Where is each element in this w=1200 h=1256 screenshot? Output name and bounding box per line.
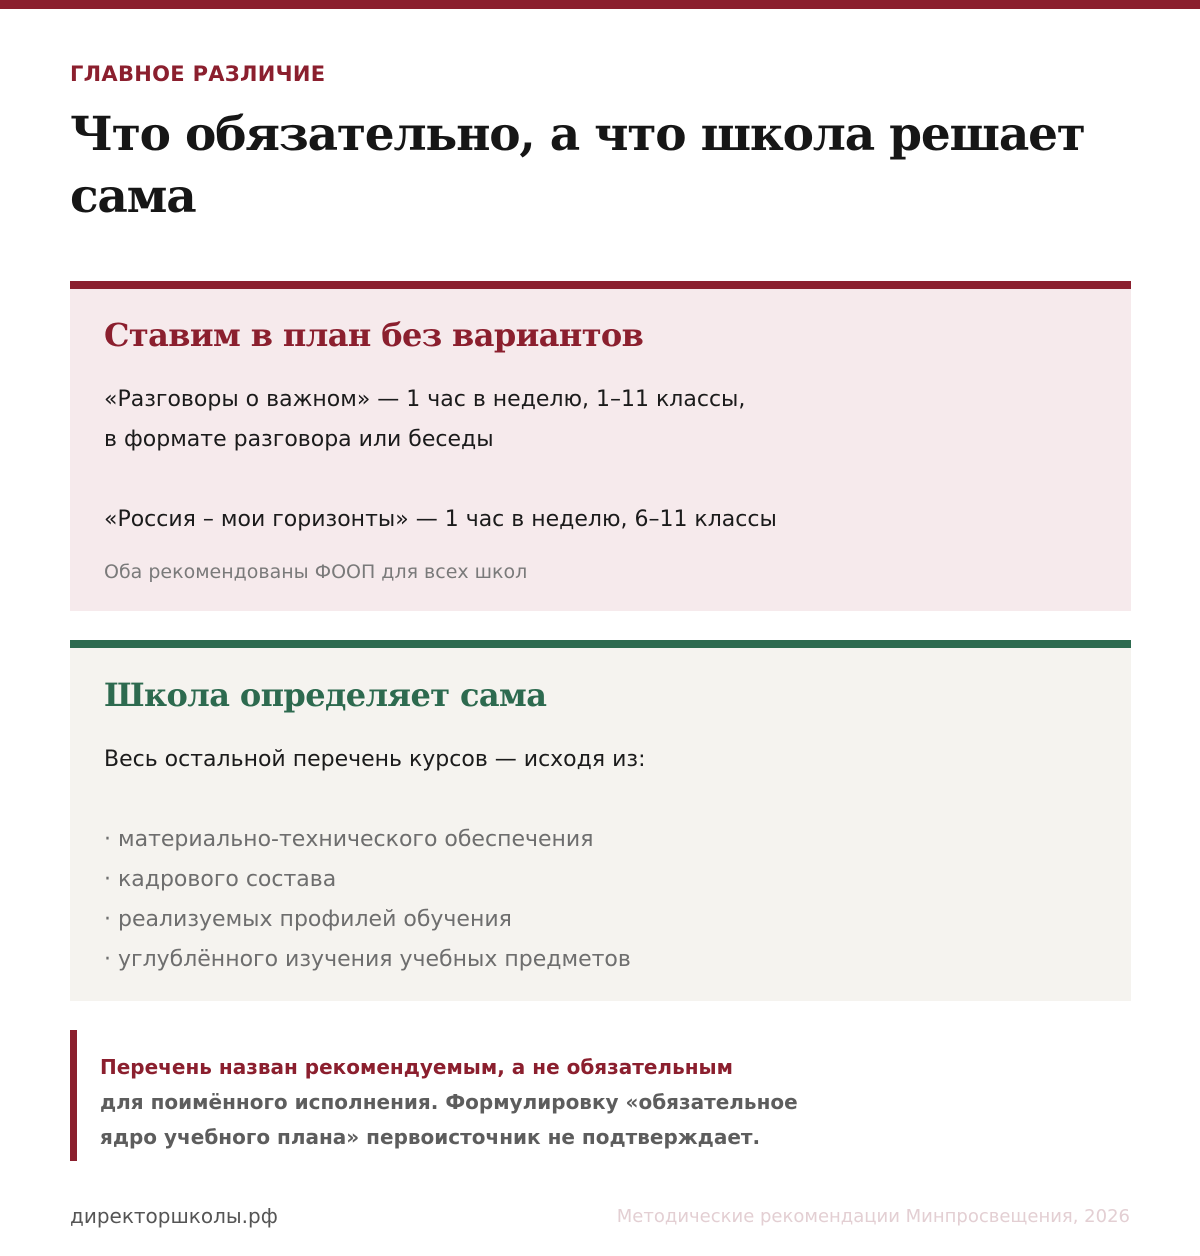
eyebrow-label: ГЛАВНОЕ РАЗЛИЧИЕ [70,62,326,86]
school-bullet: · углублённого изучения учебных предметов [104,947,631,972]
school-bullet: · реализуемых профилей обучения [104,907,512,932]
mandatory-card [70,281,1131,611]
school-bullet: · кадрового состава [104,867,337,892]
school-intro: Весь остальной перечень курсов — исходя из: [104,747,646,772]
mandatory-line: «Россия – мои горизонты» — 1 час в неделю, 6–11 классы [104,507,777,532]
callout-text: для поимённого исполнения. Формулировку «обязательное [100,1090,798,1114]
callout-note [70,1030,970,1161]
mandatory-line: в формате разговора или беседы [104,427,494,452]
mandatory-card-title: Ставим в план без вариантов [104,316,644,354]
page-title: Что обязательно, а что школа решает сама [70,107,1085,224]
school-card-title: Школа определяет сама [104,676,547,714]
top-accent-bar [0,0,1200,9]
mandatory-note: Оба рекомендованы ФООП для всех школ [104,561,528,583]
mandatory-line: «Разговоры о важном» — 1 час в неделю, 1–11 классы, [104,387,746,412]
footer-source: Методические рекомендации Минпросвещения, 2026 [616,1206,1130,1227]
school-card [70,640,1131,1001]
callout-accent: Перечень назван рекомендуемым, а не обязательным [100,1055,733,1079]
footer-site: директоршколы.рф [70,1204,278,1228]
school-bullet: · материально-технического обеспечения [104,827,594,852]
callout-text: ядро учебного плана» первоисточник не подтверждает. [100,1125,761,1149]
